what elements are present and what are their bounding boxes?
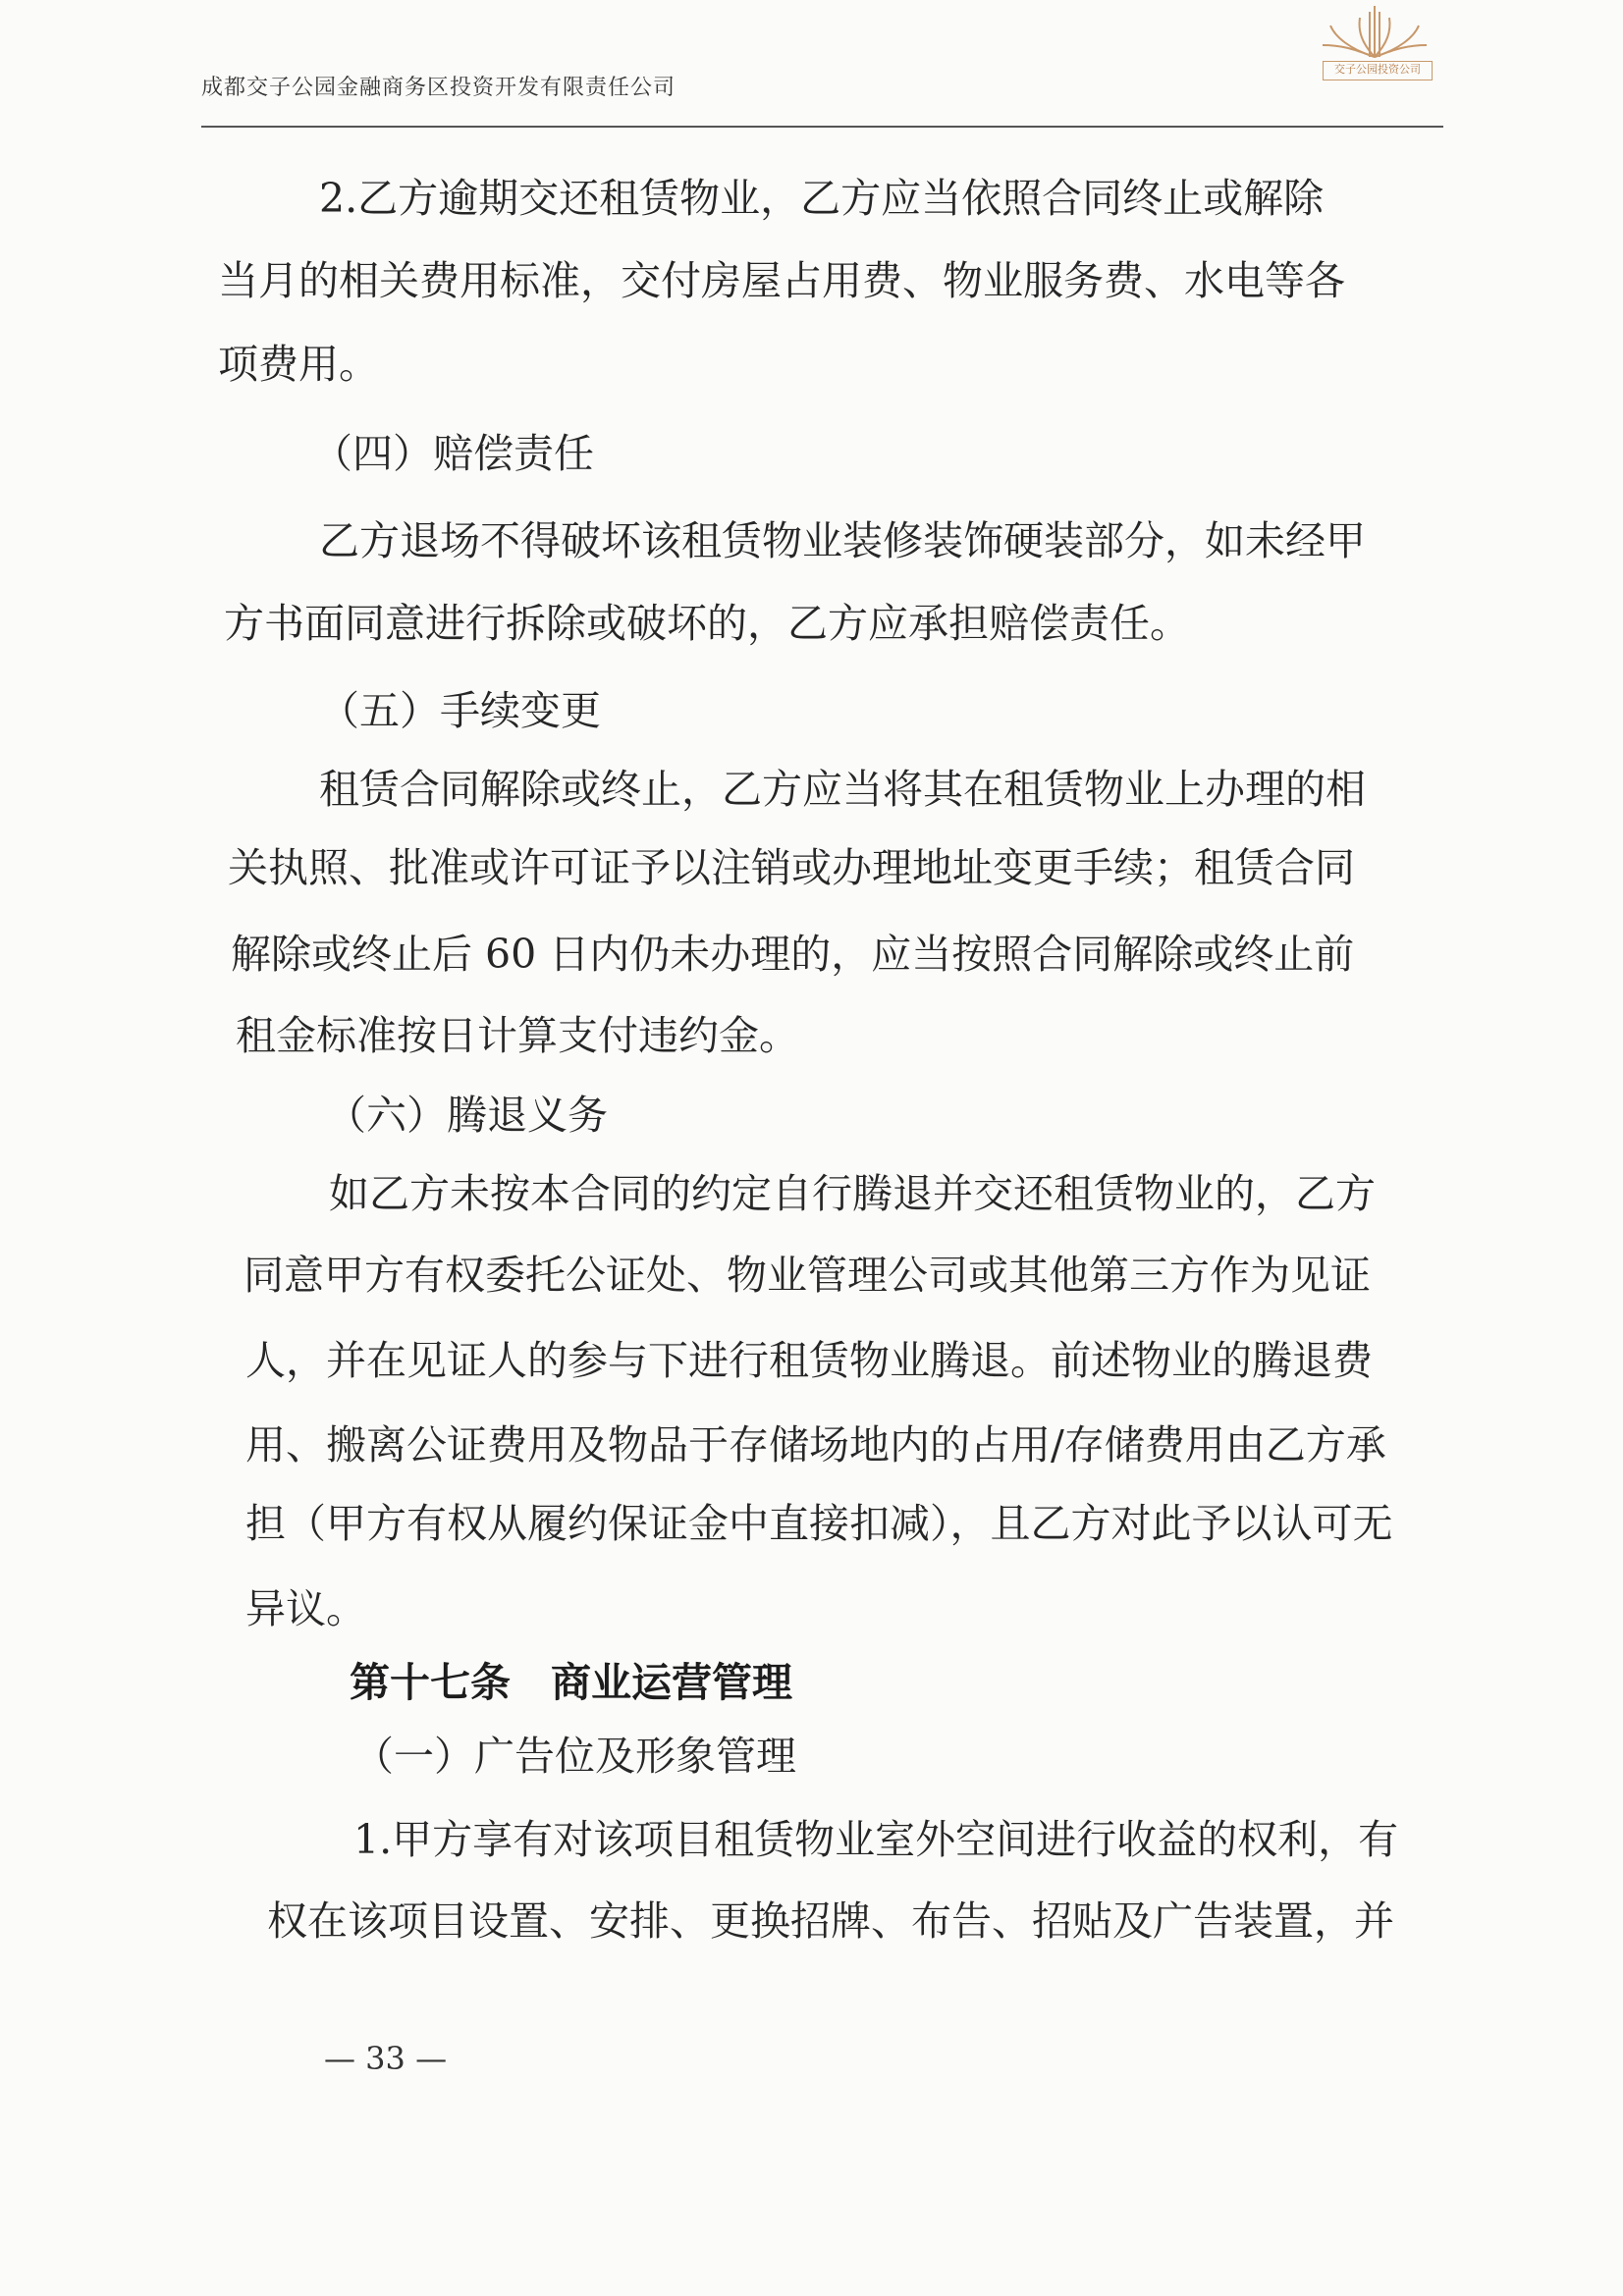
paragraph-line: 异议。 bbox=[245, 1585, 366, 1632]
logo-text: 交子公园投资公司 bbox=[1323, 61, 1433, 80]
paragraph-line: 方书面同意进行拆除或破坏的，乙方应承担赔偿责任。 bbox=[224, 600, 1190, 647]
paragraph-line: 1.甲方享有对该项目租赁物业室外空间进行收益的权利，有 bbox=[353, 1816, 1399, 1863]
paragraph-line: 租金标准按日计算支付违约金。 bbox=[236, 1012, 799, 1059]
article-heading: 第十七条 商业运营管理 bbox=[350, 1659, 792, 1706]
company-logo bbox=[1301, 0, 1448, 79]
section-heading: （一）广告位及形象管理 bbox=[353, 1733, 796, 1780]
paragraph-line: 如乙方未按本合同的约定自行腾退并交还租赁物业的，乙方 bbox=[329, 1170, 1376, 1217]
paragraph-line: 解除或终止后 60 日内仍未办理的，应当按照合同解除或终止前 bbox=[231, 931, 1355, 978]
page-header bbox=[201, 0, 1448, 137]
paragraph-line: 权在该项目设置、安排、更换招牌、布告、招贴及广告装置，并 bbox=[267, 1897, 1394, 1945]
header-divider bbox=[201, 126, 1443, 128]
company-name: 成都交子公园金融商务区投资开发有限责任公司 bbox=[201, 76, 676, 100]
page-number: — 33 — bbox=[324, 2040, 448, 2077]
paragraph-line: 关执照、批准或许可证予以注销或办理地址变更手续；租赁合同 bbox=[228, 844, 1355, 891]
paragraph-line: 担（甲方有权从履约保证金中直接扣减），且乙方对此予以认可无 bbox=[245, 1500, 1393, 1547]
paragraph-line: 乙方退场不得破坏该租赁物业装修装饰硬装部分，如未经甲 bbox=[319, 517, 1366, 564]
section-heading: （四）赔偿责任 bbox=[312, 430, 594, 477]
paragraph-line: 用、搬离公证费用及物品于存储场地内的占用/存储费用由乙方承 bbox=[245, 1421, 1386, 1468]
section-heading: （六）腾退义务 bbox=[326, 1092, 608, 1139]
paragraph-line: 同意甲方有权委托公证处、物业管理公司或其他第三方作为见证 bbox=[243, 1252, 1371, 1299]
paragraph-line: 人，并在见证人的参与下进行租赁物业腾退。前述物业的腾退费 bbox=[245, 1337, 1373, 1384]
lotus-logo-icon bbox=[1301, 0, 1448, 61]
paragraph-line: 项费用。 bbox=[218, 341, 379, 388]
section-heading: （五）手续变更 bbox=[319, 687, 601, 734]
paragraph-line: 当月的相关费用标准，交付房屋占用费、物业服务费、水电等各 bbox=[218, 257, 1345, 304]
paragraph-line: 租赁合同解除或终止，乙方应当将其在租赁物业上办理的相 bbox=[319, 766, 1366, 813]
paragraph-line: 2.乙方逾期交还租赁物业，乙方应当依照合同终止或解除 bbox=[319, 175, 1325, 222]
